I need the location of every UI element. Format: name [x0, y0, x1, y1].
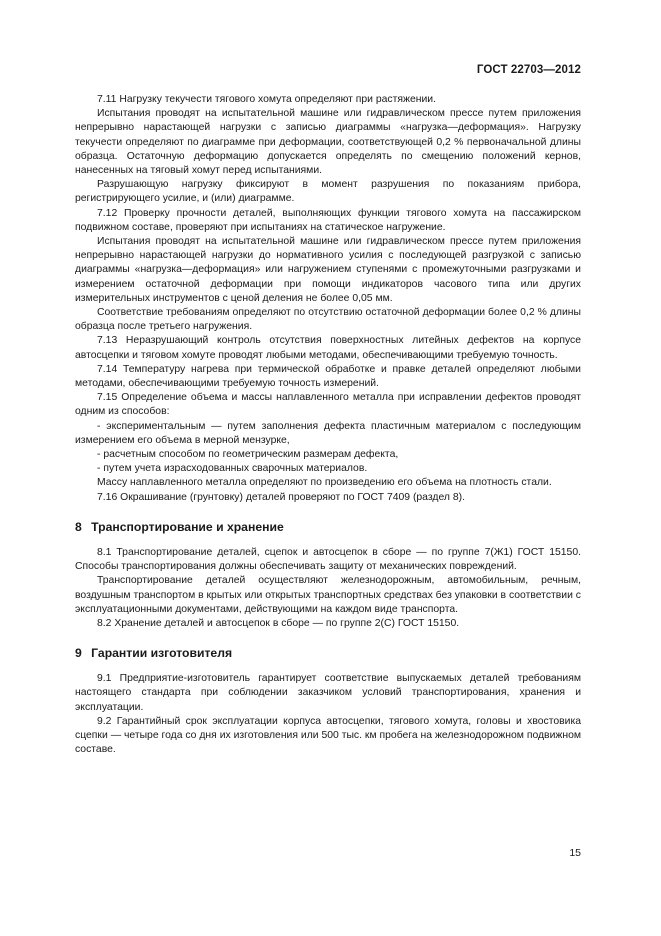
paragraph-7-16: 7.16 Окрашивание (грунтовку) деталей проверяют по ГОСТ 7409 (раздел 8). — [97, 491, 465, 503]
section-number: 8 — [75, 519, 82, 534]
paragraph-8-1: 8.1 Транспортирование деталей, сцепок и автосцепок в сборе — по группе 7(Ж1) ГОСТ 15150. Способы транспортирования должны обеспечивать защиту от механических повреждений. — [75, 546, 581, 573]
paragraph-7-11: 7.11 Нагрузку текучести тягового хомута определяют при растяжении. — [97, 94, 436, 105]
paragraph-7-12-criteria: Соответствие требованиям определяют по отсутствию остаточной деформации более 0,2 % длины образца после третьего нагружения. — [75, 307, 581, 333]
page-number: 15 — [569, 847, 581, 859]
section-heading-8 — [75, 520, 581, 535]
paragraph-9-1: 9.1 Предприятие-изготовитель гарантирует соответствие выпускаемых деталей требованиям настоящего стандарта при соблюдении заказчиком условий транспортирования, хранения и эксплуатации. — [75, 673, 581, 713]
list-item-calculation: - расчетным способом по геометрическим размерам дефекта, — [97, 449, 399, 461]
section-number: 9 — [75, 646, 82, 661]
list-item-experimental: - экспериментальным — путем заполнения дефекта пластичным материалом с последующим измерением его объема в мерной мензурке, — [75, 420, 581, 446]
paragraph-9-2: 9.2 Гарантийный срок эксплуатации корпуса автосцепки, тягового хомута, головы и хвостовика сцепки — четыре года со дня их изготовления или 500 тыс. км пробега на железнодорожном подвижном составе. — [75, 715, 581, 756]
section-title: Гарантии изготовителя — [91, 646, 233, 661]
paragraph-7-15: 7.15 Определение объема и массы наплавленного металла при исправлении дефектов проводят одним из способов: — [75, 392, 581, 418]
paragraph-7-14: 7.14 Температуру нагрева при термической обработке и правке деталей определяют любыми методами, обеспечивающими требуемую точность измерений. — [75, 363, 581, 390]
standard-code: ГОСТ 22703—2012 — [476, 64, 581, 76]
list-item-materials: - путем учета израсходованных сварочных материалов. — [97, 463, 368, 475]
paragraph-8-2: 8.2 Хранение деталей и автосцепок в сборе — по группе 2(С) ГОСТ 15150. — [97, 617, 460, 629]
paragraph-7-12-test: Испытания проводят на испытательной машине или гидравлическом прессе путем приложения непрерывно нарастающей нагрузки до нормативного усилия с последующей разгрузкой с записью диаграммы «нагрузка—деформация» или нагружением ступенями с промежуточными разгрузками и измерением остаточной деформации при помощи индикаторов часового типа или других измерительных инструментов с ценой деления не более 0,05 мм. — [75, 236, 581, 304]
paragraph-8-1-transport: Транспортирование деталей осуществляют железнодорожным, автомобильным, речным, воздушным транспортом в крытых или открытых транспортных средствах без упаковки в соответствии с эксплуатационными документами, действующими на каждом виде транспорта. — [75, 575, 581, 615]
paragraph-7-15-mass: Массу наплавленного металла определяют по произведению его объема на плотность стали. — [97, 477, 552, 489]
section-title: Транспортирование и хранение — [91, 519, 284, 534]
paragraph-7-13: 7.13 Неразрушающий контроль отсутствия поверхностных литейных дефектов на корпусе автосцепки и тяговом хомуте проводят любыми методами, обеспечивающими требуемую точность. — [75, 335, 581, 361]
paragraph-7-12: 7.12 Проверку прочности деталей, выполняющих функции тягового хомута на пассажирском подвижном составе, проверяют при испытаниях на статическое нагружение. — [75, 207, 581, 233]
page-body — [75, 93, 581, 757]
paragraph-7-11-test: Испытания проводят на испытательной машине или гидравлическом прессе путем приложения непрерывно нарастающей нагрузки с записью диаграммы «нагрузка—деформация». Нагрузку текучести определяют по диаграмме при деформации, соответствующей 0,2 % первоначальной длины образца. Остаточную деформацию допускается определять по смещению положений кернов, нанесенных на тяговый хомут перед испытаниями. — [75, 108, 581, 177]
paragraph-7-11-breaking-load: Разрушающую нагрузку фиксируют в момент разрушения по показаниям прибора, регистрирующего усилие, и (или) диаграмме. — [75, 179, 581, 205]
section-heading-9 — [75, 646, 581, 661]
